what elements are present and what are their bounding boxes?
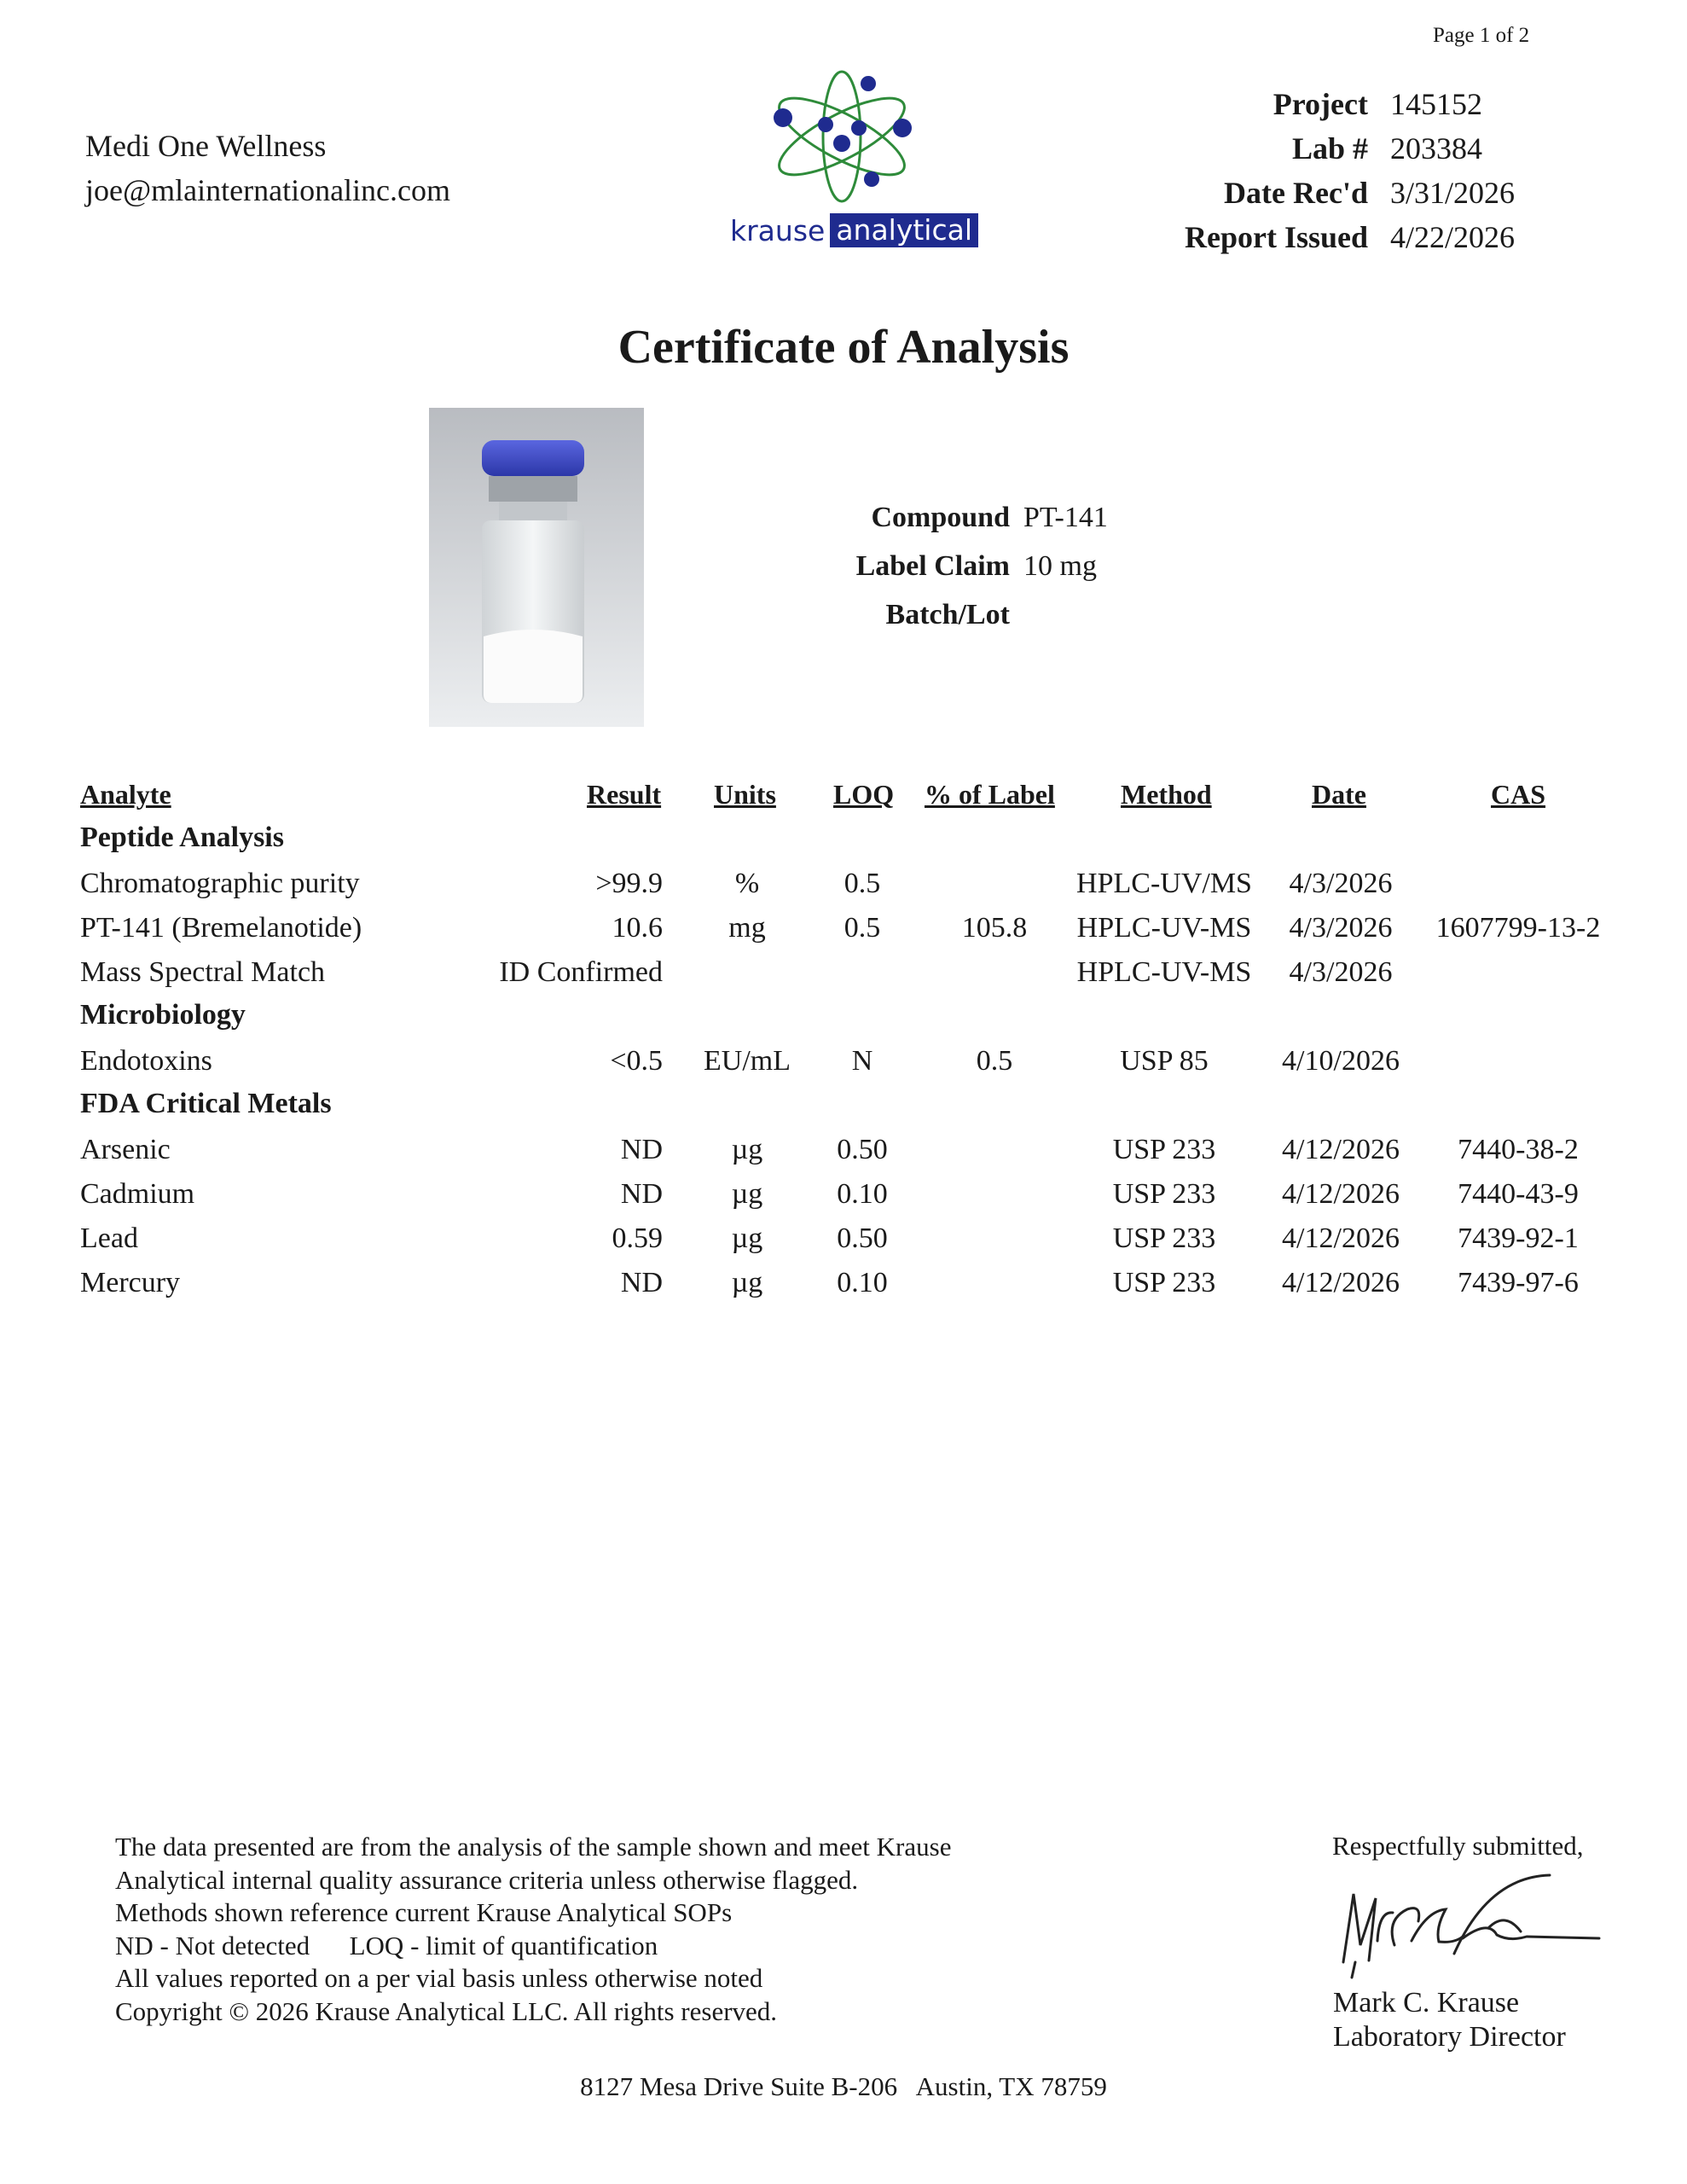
header-date: Date bbox=[1312, 779, 1366, 810]
note-line: Methods shown reference current Krause Analytical SOPs bbox=[115, 1897, 733, 1927]
meta-row-date-received bbox=[1109, 171, 1561, 215]
cell-date: 4/12/2026 bbox=[1282, 1223, 1400, 1254]
krause-analytical-logo bbox=[725, 68, 973, 256]
report-meta bbox=[1109, 82, 1561, 259]
cell-cas: 7440-38-2 bbox=[1458, 1134, 1579, 1165]
signer-name: Mark C. Krause bbox=[1333, 1987, 1520, 2018]
cell-result: <0.5 bbox=[610, 1045, 663, 1077]
cell-loq: 0.50 bbox=[837, 1223, 888, 1254]
meta-row-lab bbox=[1109, 126, 1561, 171]
cell-result: 10.6 bbox=[612, 912, 663, 944]
signature-closing: Respectfully submitted, bbox=[1332, 1831, 1584, 1861]
meta-row-project bbox=[1109, 82, 1561, 126]
section-heading: FDA Critical Metals bbox=[80, 1088, 332, 1119]
cell-units: µg bbox=[731, 1223, 763, 1254]
cell-result: ND bbox=[620, 1134, 663, 1165]
cell-loq: 0.10 bbox=[837, 1267, 888, 1298]
atom-icon bbox=[725, 68, 964, 213]
cell-result: >99.9 bbox=[595, 868, 663, 899]
cell-units: µg bbox=[731, 1178, 763, 1210]
cell-analyte: Mass Spectral Match bbox=[80, 956, 326, 988]
page-title: Certificate of Analysis bbox=[617, 321, 1070, 374]
cell-cas: 7439-92-1 bbox=[1458, 1223, 1579, 1254]
header-pct-label: % of Label bbox=[925, 779, 1055, 810]
header-units: Units bbox=[714, 779, 776, 810]
cell-date: 4/3/2026 bbox=[1289, 868, 1393, 899]
cell-result: ND bbox=[620, 1267, 663, 1298]
signer-title: Laboratory Director bbox=[1333, 2021, 1566, 2053]
header-cas: CAS bbox=[1491, 779, 1546, 810]
cell-loq: 0.5 bbox=[844, 868, 881, 899]
cell-analyte: Arsenic bbox=[80, 1134, 171, 1165]
sample-label: Label Claim bbox=[855, 550, 1010, 582]
cell-cas: 7439-97-6 bbox=[1458, 1267, 1579, 1298]
meta-value: 4/22/2026 bbox=[1390, 220, 1516, 254]
header-loq: LOQ bbox=[833, 779, 895, 810]
cell-pct-label: 0.5 bbox=[976, 1045, 1013, 1077]
cell-method: HPLC-UV-MS bbox=[1076, 956, 1252, 988]
cell-cas: 7440-43-9 bbox=[1458, 1178, 1579, 1210]
logo-word-analytical: analytical bbox=[830, 213, 978, 247]
cell-result: ID Confirmed bbox=[499, 956, 663, 988]
cell-analyte: Endotoxins bbox=[80, 1045, 212, 1077]
cell-loq: 0.10 bbox=[837, 1178, 888, 1210]
header-method: Method bbox=[1121, 779, 1212, 810]
cell-analyte: Chromatographic purity bbox=[80, 868, 360, 899]
meta-value: 203384 bbox=[1390, 131, 1482, 166]
cell-analyte: Lead bbox=[80, 1223, 138, 1254]
cell-method: USP 85 bbox=[1120, 1045, 1209, 1077]
cell-date: 4/12/2026 bbox=[1282, 1134, 1400, 1165]
cell-date: 4/12/2026 bbox=[1282, 1267, 1400, 1298]
cell-pct-label: 105.8 bbox=[961, 912, 1028, 944]
cell-result: 0.59 bbox=[612, 1223, 663, 1254]
cell-units: % bbox=[734, 868, 760, 899]
meta-label: Date Rec'd bbox=[1224, 176, 1368, 210]
client-name: Medi One Wellness bbox=[85, 129, 327, 163]
cell-units: EU/mL bbox=[704, 1045, 791, 1077]
header-result: Result bbox=[587, 779, 662, 810]
cell-analyte: Mercury bbox=[80, 1267, 181, 1298]
cell-loq: 0.5 bbox=[844, 912, 881, 944]
sample-value: PT-141 bbox=[1023, 502, 1108, 533]
section-heading: Peptide Analysis bbox=[80, 822, 284, 853]
meta-value: 145152 bbox=[1390, 87, 1482, 121]
cell-date: 4/3/2026 bbox=[1289, 912, 1393, 944]
meta-label: Lab # bbox=[1291, 131, 1368, 166]
note-line: All values reported on a per vial basis unless otherwise noted bbox=[115, 1963, 763, 1993]
note-line: Analytical internal quality assurance criteria unless otherwise flagged. bbox=[115, 1864, 859, 1895]
cell-loq: N bbox=[851, 1045, 873, 1077]
sample-label: Batch/Lot bbox=[885, 599, 1010, 630]
cell-date: 4/10/2026 bbox=[1282, 1045, 1400, 1077]
signer bbox=[1333, 1986, 1566, 2054]
cell-method: USP 233 bbox=[1112, 1267, 1216, 1298]
cell-analyte: Cadmium bbox=[80, 1178, 195, 1210]
cell-date: 4/12/2026 bbox=[1282, 1178, 1400, 1210]
logo-word-krause: krause bbox=[730, 213, 826, 247]
cell-date: 4/3/2026 bbox=[1289, 956, 1393, 988]
meta-value: 3/31/2026 bbox=[1390, 176, 1516, 210]
sample-row-batch-lot bbox=[819, 590, 1108, 639]
cell-loq: 0.50 bbox=[837, 1134, 888, 1165]
cell-method: HPLC-UV-MS bbox=[1076, 912, 1252, 944]
handwritten-signature bbox=[1326, 1860, 1608, 1988]
cell-method: HPLC-UV/MS bbox=[1076, 868, 1252, 899]
header-analyte: Analyte bbox=[80, 779, 171, 810]
section-heading: Microbiology bbox=[80, 999, 246, 1031]
lab-address: 8127 Mesa Drive Suite B-206 Austin, TX 78759 bbox=[580, 2071, 1107, 2101]
sample-row-label-claim bbox=[819, 542, 1108, 590]
sample-row-compound bbox=[819, 493, 1108, 542]
footer-notes bbox=[115, 1831, 951, 2028]
meta-label: Project bbox=[1272, 87, 1368, 121]
sample-vial-photo bbox=[429, 408, 644, 727]
cell-method: USP 233 bbox=[1112, 1178, 1216, 1210]
sample-label: Compound bbox=[871, 502, 1010, 533]
sample-info bbox=[819, 493, 1108, 639]
meta-label: Report Issued bbox=[1184, 220, 1368, 254]
cell-units: µg bbox=[731, 1267, 763, 1298]
note-line: The data presented are from the analysis of the sample shown and meet Krause bbox=[115, 1832, 952, 1862]
cell-method: USP 233 bbox=[1112, 1134, 1216, 1165]
sample-value: 10 mg bbox=[1023, 550, 1097, 582]
cell-cas: 1607799-13-2 bbox=[1435, 912, 1601, 944]
cell-units: µg bbox=[731, 1134, 763, 1165]
meta-row-report-issued bbox=[1109, 215, 1561, 259]
page-number: Page 1 of 2 bbox=[1433, 24, 1530, 47]
cell-method: USP 233 bbox=[1112, 1223, 1216, 1254]
note-line: Copyright © 2026 Krause Analytical LLC. All rights reserved. bbox=[115, 1995, 778, 2026]
cell-analyte: PT-141 (Bremelanotide) bbox=[80, 912, 362, 944]
client-email: joe@mlainternationalinc.com bbox=[85, 173, 451, 207]
cell-result: ND bbox=[620, 1178, 663, 1210]
cell-units: mg bbox=[728, 912, 766, 944]
note-line: ND - Not detected LOQ - limit of quantification bbox=[115, 1930, 658, 1960]
client-info bbox=[85, 124, 450, 212]
